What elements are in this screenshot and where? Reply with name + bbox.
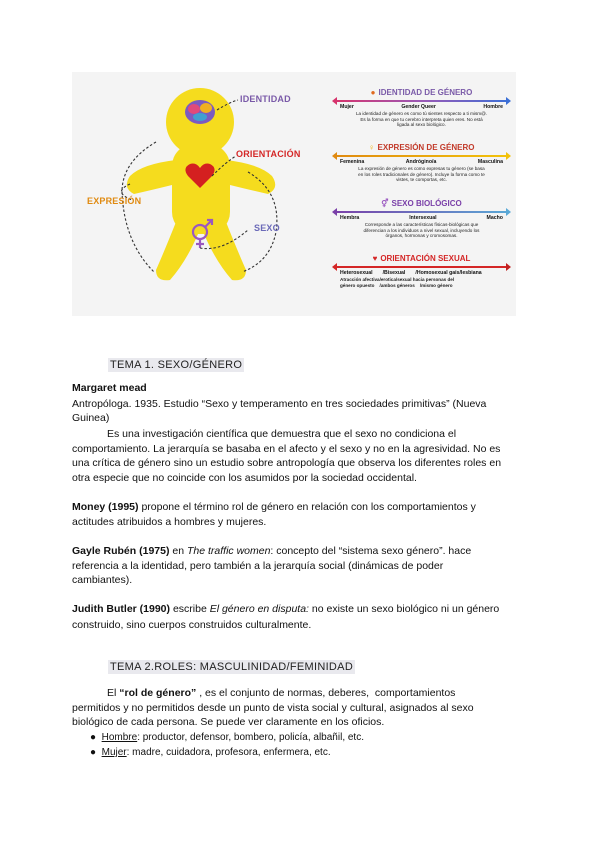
spectrum-scale: [334, 102, 509, 110]
person-icon: ♀: [368, 143, 375, 152]
gayle-name: Gayle Rubén (1975): [72, 545, 170, 557]
scale-right: Macho: [486, 215, 503, 221]
section-identidad-genero: [334, 88, 509, 128]
gayle-text: : concepto del “sistema sexo género”. hace: [270, 545, 472, 557]
scale-left: Mujer: [340, 104, 354, 110]
spectrum-scale: [334, 157, 509, 165]
butler-name: Judith Butler (1990): [72, 603, 171, 615]
gayle-line: cambiantes).: [72, 574, 133, 586]
spectrum-arrow: [334, 266, 509, 268]
bullet-text: : productor, defensor, bombero, policía, albañil, etc.: [137, 732, 364, 743]
desc-line: ligada al sexo biológico.: [397, 122, 446, 128]
scale-right: /Homosexual gais/lesbiana: [415, 270, 482, 276]
desc-line: vistes, te comportas, etc.: [396, 177, 447, 183]
scale-mid: Intersexual: [409, 215, 437, 221]
desc-line: La identidad de género es como tú sientes respecto a ti mism@.: [355, 111, 488, 116]
spectrum-scale: [334, 213, 509, 221]
list-item: [90, 731, 364, 744]
sexo-label: SEXO: [254, 223, 280, 233]
section-description: [334, 276, 509, 288]
gender-symbol-icon: ⚥: [381, 199, 389, 208]
gayle-text: en: [169, 545, 187, 557]
section-description: [334, 110, 509, 128]
orientacion-label: ORIENTACIÓN: [236, 149, 301, 159]
tema1-heading: TEMA 1. SEXO/GÉNERO: [110, 359, 243, 371]
gayle-line: [72, 545, 471, 558]
butler-text: escribe: [170, 603, 210, 615]
gayle-line: referencia a la identidad, pero también a la jerarquía social (dinámicas de poder: [72, 560, 444, 572]
section-title: [334, 143, 509, 153]
section-sexo-biologico: [334, 199, 509, 239]
butler-text: no existe un sexo biológico ni un género: [308, 603, 500, 615]
scale-mid: Gender Queer: [401, 104, 436, 110]
rol-genero-line: biológico de cada persona. Se puede ver claramente en los oficios.: [72, 716, 385, 728]
section-description: [334, 165, 509, 183]
bullet-label: Mujer: [101, 747, 127, 758]
rol-text: El: [107, 687, 120, 699]
money-text: propone el término rol de género en relación con los comportamientos y: [138, 501, 476, 513]
gayle-book: The traffic women: [186, 545, 271, 557]
spectrum-arrow: [334, 211, 509, 213]
money-line: [72, 501, 476, 514]
spectrum-scale: [334, 268, 509, 276]
mead-line: Antropóloga. 1935. Estudio “Sexo y temperamento en tres sociedades primitivas” (Nueva: [72, 398, 487, 410]
bullet-dot-icon: ●: [90, 747, 97, 758]
mead-name: Margaret mead: [72, 382, 147, 394]
scale-left: Heterosexual: [340, 270, 373, 276]
money-name: Money (1995): [72, 501, 139, 513]
expresion-label: EXPRESIÓN: [87, 196, 142, 206]
section-title: [334, 254, 509, 264]
mead-line: Guinea): [72, 412, 110, 424]
heart-icon: ♥: [372, 254, 378, 263]
gender-infographic: [72, 72, 516, 316]
tema2-heading: TEMA 2.ROLES: MASCULINIDAD/FEMINIDAD: [110, 661, 354, 673]
butler-line: construido, sino cuerpos construidos culturalmente.: [72, 619, 312, 631]
scale-right: Masculina: [477, 159, 503, 165]
identidad-label: IDENTIDAD: [240, 94, 291, 104]
money-line: actitudes atribuidos a hombres y mujeres.: [72, 516, 267, 528]
section-orientacion-sexual: [334, 254, 509, 288]
rol-term: “rol de género”: [119, 687, 197, 699]
mead-paragraph-line: comportamiento. La jerarquía se basaba en el afecto y el sexo y no en la agresividad. No es: [72, 443, 501, 455]
rol-genero-line: [107, 687, 455, 700]
section-description: [334, 221, 509, 239]
section-title-text: SEXO BIOLÓGICO: [391, 199, 462, 208]
butler-book: El género en disputa:: [209, 603, 309, 615]
desc-line: diferencian a los individuos a nivel sexual, incluyendo los: [363, 227, 480, 233]
desc-line: en los roles tradicionales de género). Incluye la forma como te: [358, 171, 485, 177]
spectrum-arrow: [334, 100, 509, 102]
brain-icon: [185, 100, 215, 124]
desc-line: Corresponde a las características físicas-biológicas que: [364, 222, 479, 227]
desc-line: La expresión de género es como expresas tu género (se basa: [358, 166, 485, 171]
mead-paragraph-line: Es una investigación científica que demuestra que el sexo no condiciona el: [107, 428, 457, 440]
scale-right: Hombre: [483, 104, 503, 110]
desc-line: órganos, hormonas y cromosomas.: [385, 233, 458, 239]
section-title: [334, 88, 509, 98]
scale-left: Femenina: [340, 159, 365, 165]
bullet-label: Hombre: [101, 732, 138, 743]
spectrum-arrow: [334, 155, 509, 157]
scale-mid: Andrógino/a: [405, 159, 437, 165]
butler-line: [72, 603, 499, 616]
scale-left: Hembra: [340, 215, 360, 221]
section-expresion-genero: [334, 143, 509, 183]
section-title-text: IDENTIDAD DE GÉNERO: [378, 88, 473, 97]
section-title-text: ORIENTACIÓN SEXUAL: [380, 254, 471, 263]
mead-paragraph-line: otra especie que no coincide con los asumidos por la sociedad occidental.: [72, 472, 417, 484]
brain-icon: ●: [370, 88, 376, 97]
list-item: [90, 746, 331, 759]
bullet-dot-icon: ●: [90, 732, 97, 743]
section-title-text: EXPRESIÓN DE GÉNERO: [377, 143, 475, 152]
mead-paragraph-line: una crítica de género sino un estudio sobre antropología que observa los diferentes roles en: [72, 457, 502, 469]
desc-line: género opuesto /ambos géneros /mismo género: [340, 282, 453, 288]
scale-mid: /Bisexual: [382, 270, 406, 276]
spectrum-panel: [334, 88, 509, 308]
bullet-text: : madre, cuidadora, profesora, enfermera, etc.: [126, 747, 331, 758]
desc-line: Atracción afectiva/erotica/sexual hacia personas del: [340, 277, 455, 282]
desc-line: Es la forma en que tu cerebro interpreta quien eres. No está: [360, 116, 483, 122]
section-title: [334, 199, 509, 209]
rol-genero-line: permitidos y no permitidos desde un punto de vista social y cultural, asignados al sexo: [72, 702, 474, 714]
rol-text: , es el conjunto de normas, deberes, comportamientos: [196, 687, 456, 699]
